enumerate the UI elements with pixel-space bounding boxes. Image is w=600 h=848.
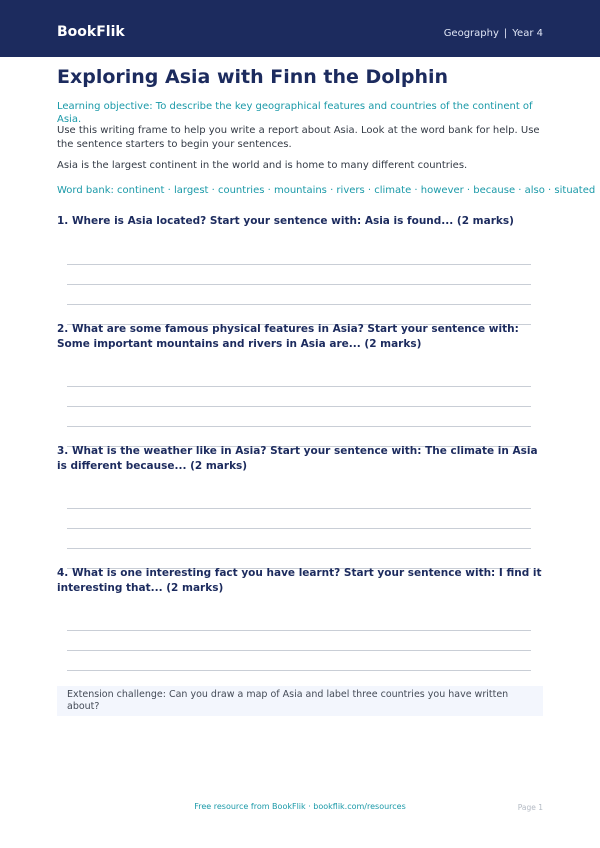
answer-line-1-3[interactable] <box>67 304 531 305</box>
extension-challenge-text: Extension challenge: Can you draw a map of Asia and label three countries you have written about? <box>67 689 509 712</box>
answer-line-2-2[interactable] <box>67 406 531 407</box>
answer-line-3-2[interactable] <box>67 528 531 529</box>
answer-line-2-1[interactable] <box>67 386 531 387</box>
learning-objective: Learning objective: To describe the key geographical features and countries of the continent of Asia. <box>57 101 533 125</box>
question-2: 2. What are some famous physical features in Asia? Start your sentence with: Some important mountains and rivers in Asia are... (2 marks) <box>57 323 519 350</box>
subject-name: Geography <box>443 28 499 39</box>
answer-line-4-2[interactable] <box>67 650 531 651</box>
question-4: 4. What is one interesting fact you have learnt? Start your sentence with: I find it interesting that... (2 marks) <box>57 567 542 594</box>
intro-text: Asia is the largest continent in the world and is home to many different countries. <box>57 160 468 171</box>
answer-line-4-1[interactable] <box>67 630 531 631</box>
answer-line-3-3[interactable] <box>67 548 531 549</box>
word-bank: Word bank: continent · largest · countries · mountains · rivers · climate · however · because · also · situated <box>57 185 596 196</box>
footer-link[interactable]: Free resource from BookFlik · bookflik.com/resources <box>194 802 406 811</box>
answer-line-4-3[interactable] <box>67 670 531 671</box>
answer-line-2-3[interactable] <box>67 426 531 427</box>
instructions-text: Use this writing frame to help you write a report about Asia. Look at the word bank for help. Use the sentence starters to begin your sentences. <box>57 125 540 150</box>
question-1: 1. Where is Asia located? Start your sentence with: Asia is found... (2 marks) <box>57 215 514 227</box>
header-bar <box>0 0 600 57</box>
subject-label <box>444 28 543 40</box>
page-title: Exploring Asia with Finn the Dolphin <box>57 66 449 88</box>
subject-separator: | <box>503 28 508 39</box>
year-label: Year 4 <box>512 28 543 39</box>
extension-challenge-box <box>57 686 543 716</box>
page-number: Page 1 <box>517 803 543 812</box>
question-3: 3. What is the weather like in Asia? Start your sentence with: The climate in Asia is different because... (2 marks) <box>57 445 538 472</box>
answer-line-3-1[interactable] <box>67 508 531 509</box>
brand-logo[interactable]: BookFlik <box>57 24 125 40</box>
answer-line-1-1[interactable] <box>67 264 531 265</box>
answer-line-1-2[interactable] <box>67 284 531 285</box>
